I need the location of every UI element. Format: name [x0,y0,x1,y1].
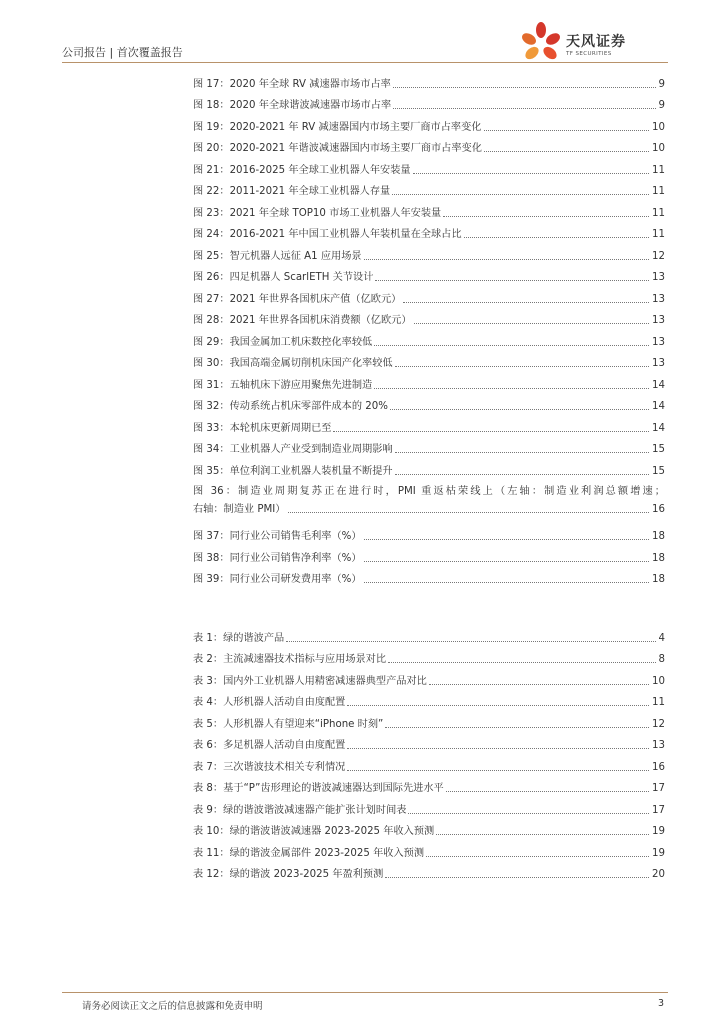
dot-leader [364,560,650,562]
toc-entry-label: 图 26：四足机器人 ScarlETH 关节设计 [193,272,374,283]
toc-entry-label: 图 20：2020-2021 年谐波减速器国内市场主要厂商市占率变化 [193,143,482,154]
toc-entry-page: 13 [652,293,665,305]
toc-entry-label: 表 10：绿的谐波谐波减速器 2023-2025 年收入预测 [193,826,435,837]
dot-leader [395,365,649,367]
toc-entry[interactable] [193,70,665,92]
toc-entry-label: 表 11：绿的谐波金属部件 2023-2025 年收入预测 [193,847,425,859]
dot-leader [403,301,649,303]
dot-leader [364,538,650,540]
toc-entry-page: 19 [652,826,665,837]
toc-entry-page: 13 [652,272,665,283]
toc-entry[interactable] [193,199,665,221]
toc-entry[interactable] [193,544,665,566]
toc-entry[interactable] [193,307,665,329]
dot-leader [484,129,650,131]
toc-entry-page: 18 [652,531,665,542]
toc-entry-label: 表 8：基于“P”齿形理论的谐波减速器达到国际先进水平 [193,783,444,794]
dot-leader [288,511,650,513]
dot-leader [374,344,649,346]
toc-entry-label: 图 30：我国高端金属切削机床国产化率较低 [193,358,393,369]
toc-entry[interactable] [193,624,665,646]
toc-entry-label: 表 2：主流减速器技术指标与应用场景对比 [193,654,387,665]
toc-entry-label: 表 9：绿的谐波谐波减速器产能扩张计划时间表 [193,804,407,816]
toc-entry-label: 表 5：人形机器人有望迎来“iPhone 时刻” [193,718,384,730]
toc-entry[interactable] [193,839,665,861]
toc-entry-page: 18 [652,574,665,585]
footer-divider [62,992,668,993]
dot-leader [388,661,655,663]
toc-entry-page: 14 [652,422,665,434]
dot-leader [364,258,649,260]
dot-leader [393,107,655,109]
toc-entry-label: 表 3：国内外工业机器人用精密减速器典型产品对比 [193,675,427,687]
toc-entry[interactable] [193,732,665,754]
toc-entry-page: 12 [652,718,665,730]
dot-leader [395,473,649,475]
toc-entry-page: 18 [652,552,665,564]
dot-leader [429,683,649,685]
toc-entry-page: 13 [652,358,665,369]
toc-entry-page: 14 [652,379,665,391]
table-list [193,624,665,882]
toc-entry-label: 图 23：2021 年全球 TOP10 市场工业机器人年安装量 [193,207,442,219]
toc-entry[interactable] [193,479,665,523]
toc-entry[interactable] [193,710,665,732]
dot-leader [484,150,649,152]
toc-entry-page: 10 [652,143,665,154]
dot-leader [333,430,649,432]
disclaimer-text: 请务必阅读正文之后的信息披露和免责申明 [82,1001,263,1012]
toc-entry[interactable] [193,350,665,372]
logo-subtitle: TF SECURITIES [566,51,612,57]
toc-entry-page: 11 [652,697,665,708]
toc-entry-page: 16 [652,503,665,515]
toc-entry-label: 图 38：同行业公司销售净利率（%） [193,552,362,564]
toc-entry-page: 8 [658,654,665,665]
toc-entry-label: 表 1：绿的谐波产品 [193,632,285,644]
toc-entry-page: 17 [652,804,665,816]
toc-entry[interactable] [193,818,665,840]
toc-entry-label: 图 27：2021 年世界各国机床产值（亿欧元） [193,293,402,305]
toc-entry-label: 图 21：2016-2025 年全球工业机器人年安装量 [193,164,411,176]
logo-name: 天风证券 [566,34,626,50]
page-header [62,34,668,64]
toc-entry[interactable] [193,221,665,243]
dot-leader [364,581,650,583]
toc-entry-label: 表 6：多足机器人活动自由度配置 [193,740,346,751]
dot-leader [374,387,649,389]
toc-entry-page: 19 [652,847,665,859]
toc-entry-label: 图 35：单位利润工业机器人装机量不断提升 [193,465,393,477]
toc-entry[interactable] [193,414,665,436]
toc-entry[interactable] [193,646,665,668]
toc-entry[interactable] [193,285,665,307]
dot-leader [347,704,649,706]
toc-entry-page: 4 [658,632,665,644]
toc-entry-page: 11 [652,186,665,197]
toc-entry-page: 14 [652,401,665,412]
figure-list [193,70,665,587]
toc-entry[interactable] [193,393,665,415]
toc-entry-label-continued: 右轴：制造业 PMI） [193,503,286,515]
toc-entry-label: 图 36：制造业周期复苏正在进行时，PMI 重返枯荣线上（左轴：制造业利润总额增速； [193,485,665,497]
toc-entry-label: 图 22：2011-2021 年全球工业机器人存量 [193,186,391,197]
toc-entry-label: 表 7：三次谐波技术相关专利情况 [193,761,346,773]
toc-entry[interactable] [193,135,665,157]
toc-entry-page: 15 [652,465,665,477]
toc-entry[interactable] [193,156,665,178]
toc-entry-page: 13 [652,315,665,326]
dot-leader [385,726,649,728]
toc-entry[interactable] [193,667,665,689]
dot-leader [446,790,649,792]
toc-entry-label: 图 19：2020-2021 年 RV 减速器国内市场主要厂商市占率变化 [193,121,482,133]
toc-entry-label: 图 33：本轮机床更新周期已至 [193,422,332,434]
toc-entry-page: 13 [652,740,665,751]
toc-entry-page: 13 [652,336,665,348]
toc-entry-page: 10 [652,121,665,133]
toc-entry-label: 表 4：人形机器人活动自由度配置 [193,697,346,708]
toc-entry[interactable] [193,113,665,135]
toc-entry[interactable] [193,566,665,588]
toc-entry[interactable] [193,457,665,479]
toc-entry[interactable] [193,523,665,545]
dot-leader [385,876,649,878]
toc-entry-page: 10 [652,675,665,687]
toc-entry-label: 图 34：工业机器人产业受到制造业周期影响 [193,444,393,455]
toc-entry-page: 16 [652,761,665,773]
flower-logo-icon [518,20,564,66]
dot-leader [347,769,649,771]
dot-leader [443,215,649,217]
dot-leader [375,279,649,281]
page-number: 3 [657,998,664,1009]
toc-entry-page: 11 [652,164,665,176]
toc-entry-page: 17 [652,783,665,794]
toc-entry-label: 图 39：同行业公司研发费用率（%） [193,574,362,585]
dot-leader [436,833,649,835]
dot-leader [408,812,649,814]
toc-entry-page: 11 [652,207,665,219]
dot-leader [464,236,650,238]
toc-entry-label: 图 29：我国金属加工机床数控化率较低 [193,336,373,348]
toc-entry[interactable] [193,371,665,393]
toc-entry-page: 9 [658,100,665,111]
toc-entry[interactable] [193,796,665,818]
dot-leader [392,193,649,195]
toc-entry[interactable] [193,775,665,797]
company-logo [518,20,668,66]
toc-entry-page: 15 [652,444,665,455]
toc-entry[interactable] [193,689,665,711]
toc-entry-label: 图 18：2020 年全球谐波减速器市场市占率 [193,100,392,111]
toc-entry-page: 20 [652,869,665,880]
toc-entry[interactable] [193,178,665,200]
toc-entry-label: 图 37：同行业公司销售毛利率（%） [193,531,362,542]
dot-leader [414,322,649,324]
toc-entry-page: 9 [658,78,665,90]
toc-entry[interactable] [193,436,665,458]
toc-entry[interactable] [193,242,665,264]
header-divider [62,62,668,63]
dot-leader [426,855,649,857]
toc-entry-continuation [193,503,665,517]
toc-entry-label: 图 25：智元机器人远征 A1 应用场景 [193,250,362,262]
dot-leader [413,172,649,174]
toc-entry-label: 图 32：传动系统占机床零部件成本的 20% [193,401,388,412]
dot-leader [395,451,649,453]
dot-leader [390,408,649,410]
toc-entry[interactable] [193,92,665,114]
report-type-label: 公司报告 | 首次覆盖报告 [62,46,183,59]
toc-entry-label: 图 17：2020 年全球 RV 减速器市场市占率 [193,78,391,90]
dot-leader [286,640,655,642]
toc-entry-page: 12 [652,250,665,262]
toc-entry-label: 表 12：绿的谐波 2023-2025 年盈利预测 [193,869,384,880]
toc-entry[interactable] [193,328,665,350]
dot-leader [393,86,656,88]
toc-entry-label: 图 24：2016-2021 年中国工业机器人年装机量在全球占比 [193,229,462,240]
toc-entry-label: 图 31：五轴机床下游应用聚焦先进制造 [193,379,373,391]
toc-entry[interactable] [193,753,665,775]
toc-entry[interactable] [193,861,665,883]
toc-entry[interactable] [193,264,665,286]
dot-leader [347,747,649,749]
toc-entry-page: 11 [652,229,665,240]
toc-entry-label: 图 28：2021 年世界各国机床消费额（亿欧元） [193,315,412,326]
